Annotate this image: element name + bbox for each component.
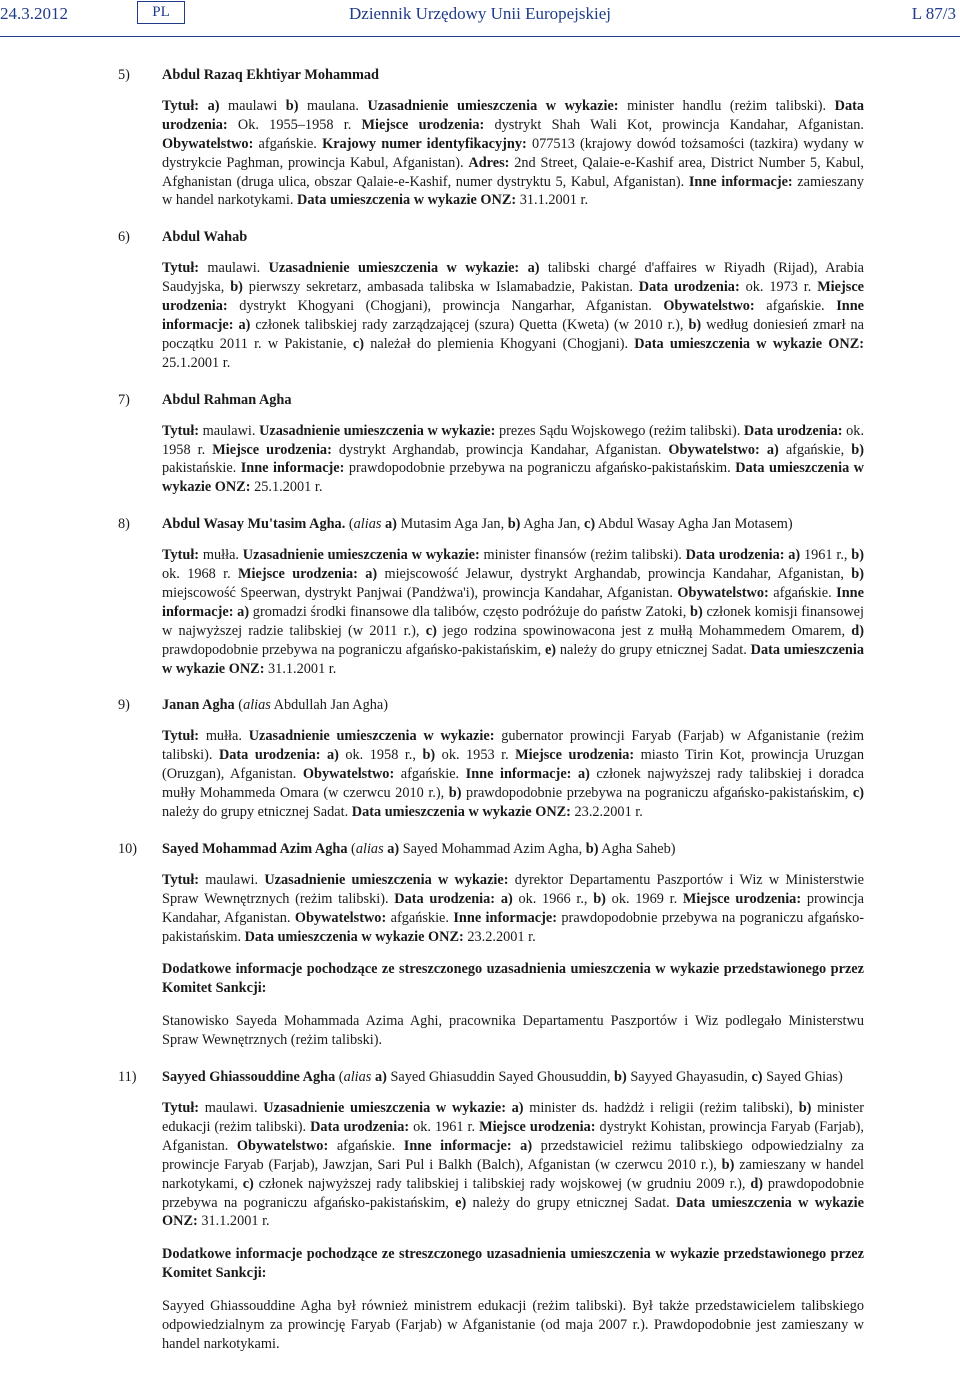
text-run: Obywatelstwo: xyxy=(162,135,254,152)
text-run: Agha Jan, xyxy=(520,516,584,533)
text-run: Tytuł: xyxy=(162,1099,200,1116)
text-run: 25.1.2001 r. xyxy=(250,479,323,496)
text-run: Obywatelstwo: xyxy=(302,766,395,783)
text-run: dystrykt Kohistan, prowincja Faryab (Farjab), Afganistan. xyxy=(162,1118,865,1154)
list-entry xyxy=(0,696,960,821)
text-run: Uzasadnienie umieszczenia w wykazie: a) xyxy=(263,1099,524,1116)
text-run: minister handlu (reżim talibski). xyxy=(618,97,835,114)
entry-name xyxy=(162,391,864,410)
text-run: ( xyxy=(345,516,354,533)
text-run: Data umieszczenia w wykazie ONZ: xyxy=(634,335,864,352)
entry-paragraph xyxy=(0,1297,960,1354)
text-run: maulawi. xyxy=(199,260,269,277)
text-run: Sayed Ghias) xyxy=(762,1069,843,1086)
text-run: jego rodzina spowinowacona jest z mułłą Mohammedem Omarem, xyxy=(436,622,852,639)
text-run: alias xyxy=(353,516,382,533)
text-run: Uzasadnienie umieszczenia w wykazie: xyxy=(264,871,509,888)
text-run: b) xyxy=(851,566,864,583)
entry-number: 11) xyxy=(118,1069,137,1086)
text-run: Dodatkowe informacje pochodzące ze streszczonego uzasadnienia umieszczenia w wykazie przedstawionego przez Komitet Sankcji: xyxy=(162,1246,864,1282)
text-run: afgańskie, xyxy=(778,441,852,458)
text-run: afgańskie. xyxy=(754,298,837,315)
text-run: ( xyxy=(347,840,356,857)
text-run: Abdul Rahman Agha xyxy=(162,391,292,408)
text-run: Adres: xyxy=(468,154,510,171)
text-run: miasto Tirin Kot, prowincja Uruzgan (Oruzgan), Afganistan. xyxy=(162,747,865,783)
text-run: maulawi. xyxy=(199,422,260,439)
text-run: b) xyxy=(593,890,606,907)
text-run: b) xyxy=(422,747,436,764)
text-run: afgańskie. xyxy=(768,584,837,601)
text-run: Uzasadnienie umieszczenia w wykazie: xyxy=(367,97,619,114)
document-body xyxy=(0,66,960,1372)
text-run: minister edukacji (reżim talibski). xyxy=(162,1099,865,1135)
entry-paragraph xyxy=(0,960,960,998)
text-run: b) xyxy=(448,785,462,802)
list-entry xyxy=(0,1068,960,1354)
text-run: Data umieszczenia w wykazie ONZ: xyxy=(351,804,571,820)
text-run: należał do plemienia Khogyani (Chogjani). xyxy=(364,335,635,352)
text-run: gromadzi środki finansowe dla talibów, często podróżuje do państw Zatoki, xyxy=(249,603,691,620)
text-run: a) xyxy=(385,516,397,533)
text-run: Miejsce urodzenia: a) xyxy=(238,566,378,583)
text-run: Obywatelstwo: xyxy=(677,584,769,601)
text-run: Data urodzenia: xyxy=(743,422,843,439)
text-run: Miejsce urodzenia: xyxy=(162,279,865,315)
entry-number: 5) xyxy=(118,67,130,83)
text-run: Uzasadnienie umieszczenia w wykazie: xyxy=(248,728,495,745)
text-run: maulana. xyxy=(298,97,368,114)
text-run: Data urodzenia: xyxy=(162,97,865,133)
publication-date: 24.3.2012 xyxy=(0,4,68,23)
text-run: minister ds. hadżdż i religii (reżim talibski), xyxy=(523,1099,799,1116)
text-run: Miejsce urodzenia: xyxy=(515,747,635,764)
text-run: b) xyxy=(851,441,864,458)
text-run: ok. 1969 r. xyxy=(605,890,683,907)
entry-title xyxy=(0,228,960,247)
header-rule xyxy=(0,36,960,37)
text-run: maulawi xyxy=(219,97,286,114)
text-run: Sayyed Ghiassouddine Agha był również ministrem edukacji (reżim talibski). Był także przedstawicielem talibskiego odpowiedzialnym za prowincję Faryab (Farjab) w Afganistanie (od maja 2007 r.). Prawdopodobnie jest zamieszany w handel narkotykami. xyxy=(162,1298,864,1352)
text-run: według doniesień zmarł na początku 2011 r. w Pakistanie, xyxy=(162,316,865,352)
text-run: Data umieszczenia w wykazie ONZ: xyxy=(162,1194,864,1230)
journal-title: Dziennik Urzędowy Unii Europejskiej xyxy=(349,4,612,23)
text-run: d) xyxy=(851,622,864,639)
text-run: Sayed Mohammad Azim Agha xyxy=(162,840,348,857)
text-run: członek najwyższej rady talibskiej i talibskiej rady wojskowej (w grudniu 2009 r.), xyxy=(253,1175,751,1192)
text-run: b) xyxy=(688,316,702,333)
text-run: 25.1.2001 r. xyxy=(162,354,231,371)
entry-title xyxy=(0,515,960,534)
text-run: Miejsce urodzenia: xyxy=(479,1118,596,1135)
text-run: Mutasim Aga Jan, xyxy=(396,516,508,533)
text-run: pierwszy sekretarz, ambasada talibska w Islamabadzie, Pakistan. xyxy=(242,279,639,296)
text-run: a) xyxy=(238,316,251,333)
text-run: 23.2.2001 r. xyxy=(570,804,643,820)
entry-paragraph xyxy=(0,546,960,678)
text-run: Stanowisko Sayeda Mohammada Azima Aghi, pracownika Departamentu Paszportów i Wiz podlegało Ministerstwu Spraw Wewnętrznych (reżim talibski). xyxy=(162,1013,864,1049)
text-run: należy do grupy etnicznej Sadat. xyxy=(556,641,751,658)
entry-name xyxy=(162,515,864,534)
text-run: Inne informacje: a) xyxy=(403,1137,533,1154)
entry-paragraph xyxy=(0,1099,960,1231)
text-run: Inne informacje: xyxy=(240,460,345,477)
text-run: Uzasadnienie umieszczenia w wykazie: xyxy=(242,547,480,564)
text-run: Tytuł: xyxy=(162,547,200,564)
text-run: Data umieszczenia w wykazie ONZ: xyxy=(297,192,517,209)
text-run: Sayyed Ghayasudin, xyxy=(626,1069,752,1086)
text-run: Data umieszczenia w wykazie ONZ: xyxy=(162,641,864,677)
text-run: zamieszany w handel narkotykami, xyxy=(162,1156,864,1192)
entry-paragraph xyxy=(0,422,960,498)
list-entry xyxy=(0,515,960,678)
text-run: c) xyxy=(583,516,596,533)
text-run: ok. 1961 r. xyxy=(409,1118,480,1135)
text-run: Miejsce urodzenia: xyxy=(212,441,332,458)
text-run: prawdopodobnie przebywa na pograniczu afgańsko-pakistańskim, xyxy=(162,1175,864,1211)
text-run: ok. 1968 r. xyxy=(162,566,239,583)
text-run: afgańskie. xyxy=(253,135,323,152)
entry-paragraph xyxy=(0,259,960,372)
text-run: afgańskie. xyxy=(386,909,454,926)
text-run: miejscowość Jelawur, dystrykt Arghandab, prowincja Kandahar, Afganistan, xyxy=(377,566,852,583)
text-run: d) xyxy=(750,1175,764,1192)
text-run: Data umieszczenia w wykazie ONZ: xyxy=(244,928,464,945)
text-run: Uzasadnienie umieszczenia w wykazie: xyxy=(259,422,496,439)
text-run: b) xyxy=(798,1099,812,1116)
text-run: Inne informacje: a) xyxy=(465,766,590,783)
text-run: alias xyxy=(355,840,384,857)
text-run: Tytuł: xyxy=(162,422,200,439)
text-run: a) xyxy=(500,890,513,907)
list-entry xyxy=(0,391,960,498)
text-run: 1961 r., xyxy=(800,547,852,564)
text-run: Janan Agha xyxy=(162,697,235,714)
text-run: należy do grupy etnicznej Sadat. xyxy=(466,1194,676,1211)
list-entry xyxy=(0,840,960,1050)
text-run: alias xyxy=(343,1069,372,1086)
text-run: b) xyxy=(690,603,703,620)
text-run: ok. 1958 r., xyxy=(338,747,423,764)
text-run: Agha Saheb) xyxy=(598,840,676,857)
text-run: ok. 1966 r., xyxy=(512,890,594,907)
entry-number: 8) xyxy=(118,516,130,533)
text-run: pakistańskie. xyxy=(162,460,241,477)
text-run: afgańskie. xyxy=(328,1137,404,1154)
text-run: maulawi. xyxy=(199,1099,264,1116)
entry-paragraph xyxy=(0,1245,960,1283)
text-run: członek talibskiej rady zarządzającej (szura) Quetta (Kweta) (w 2010 r.), xyxy=(250,316,689,333)
text-run: Tytuł: xyxy=(162,871,200,888)
entry-name xyxy=(162,228,864,247)
text-run: ok. 1958 r. xyxy=(162,422,865,458)
text-run: dystrykt Khogyani (Chogjani), prowincja Nangarhar, Afganistan. xyxy=(227,298,664,315)
text-run: dystrykt Arghandab, prowincja Kandahar, Afganistan. xyxy=(331,441,669,458)
text-run: minister finansów (reżim talibski). xyxy=(479,547,686,564)
text-run: e) xyxy=(455,1194,467,1211)
text-run: afgańskie. xyxy=(394,766,466,783)
text-run: Data urodzenia: xyxy=(394,890,496,907)
text-run: b) xyxy=(614,1069,627,1086)
text-run: ok. 1973 r. xyxy=(739,279,818,296)
list-entry xyxy=(0,228,960,372)
text-run: e) xyxy=(544,641,557,658)
entry-number: 6) xyxy=(118,229,130,246)
text-run xyxy=(760,442,767,458)
text-run: b) xyxy=(285,97,299,114)
text-run: 31.1.2001 r. xyxy=(516,192,589,209)
text-run: dyrektor Departamentu Paszportów i Wiz w Ministerstwie Spraw Wewnętrznych (reżim talibski). xyxy=(162,871,865,907)
text-run xyxy=(519,260,527,276)
text-run: Tytuł: xyxy=(162,728,200,745)
text-run: c) xyxy=(242,1175,254,1192)
text-run: Abdul Wasay Mu'tasim Agha. xyxy=(162,516,346,533)
text-run: c) xyxy=(352,335,365,352)
text-run: Uzasadnienie umieszczenia w wykazie: xyxy=(268,260,520,277)
text-run: prezes Sądu Wojskowego (reżim talibski). xyxy=(495,422,744,439)
text-run: b) xyxy=(851,547,864,564)
text-run: Abdul Wahab xyxy=(162,229,248,246)
text-run: a) xyxy=(374,1069,387,1086)
text-run: Miejsce urodzenia: xyxy=(682,890,802,907)
text-run: Inne informacje: xyxy=(162,298,864,333)
text-run: b) xyxy=(721,1156,735,1173)
text-run: Tytuł: a) xyxy=(162,97,220,114)
text-run: Obywatelstwo: xyxy=(294,909,387,926)
text-run: zamieszany w handel narkotykami. xyxy=(162,173,864,209)
entry-number: 9) xyxy=(118,697,130,714)
text-run: mułła. xyxy=(199,547,243,564)
list-entry xyxy=(0,66,960,210)
text-run: Dodatkowe informacje pochodzące ze streszczonego uzasadnienia umieszczenia w wykazie przedstawionego przez Komitet Sankcji: xyxy=(162,961,864,997)
text-run: ok. 1953 r. xyxy=(435,747,516,764)
text-run: Miejsce urodzenia: xyxy=(361,116,485,133)
text-run: Obywatelstwo: xyxy=(236,1137,329,1154)
text-run: 077513 (krajowy dowód tożsamości (tazkira) wydany w dystrykcie Paghman, prowincja Kabul, Afganistan). xyxy=(162,135,864,171)
text-run: Data urodzenia: a) xyxy=(685,547,801,564)
text-run: Abdul Razaq Ekhtiyar Mohammad xyxy=(162,67,380,83)
text-run: c) xyxy=(751,1069,763,1086)
text-run: Tytuł: xyxy=(162,260,200,277)
text-run: maulawi. xyxy=(199,871,265,888)
text-run: członek najwyższej rady talibskiej i doradca mułły Mohammeda Omara (w czerwcu 2010 r.), xyxy=(162,766,864,802)
text-run: Data umieszczenia w wykazie ONZ: xyxy=(162,460,864,496)
entry-title xyxy=(0,66,960,85)
text-run: a) xyxy=(527,260,540,277)
text-run: alias xyxy=(243,697,271,714)
text-run: prawdopodobnie przebywa na pograniczu afgańsko-pakistańskim. xyxy=(344,460,736,477)
text-run: 2nd Street, Qalaie-e-Kashif area, District Number 5, Kabul, Afghanistan (druga ulica, obszar Qalaie-e-Kashif, numer dystryktu 5, Kabul, Afganistan). xyxy=(162,154,864,190)
entry-title xyxy=(0,840,960,859)
language-badge: PL xyxy=(137,1,185,24)
text-run: mułła. xyxy=(199,728,249,745)
text-run: dystrykt Shah Wali Kot, prowincja Kandahar, Afganistan. xyxy=(484,116,864,133)
text-run: Sayed Ghiasuddin Sayed Ghousuddin, xyxy=(386,1069,615,1086)
entry-name xyxy=(162,840,864,859)
text-run: Sayyed Ghiassouddine Agha xyxy=(162,1069,336,1086)
entry-number: 7) xyxy=(118,391,130,408)
text-run: ( xyxy=(335,1069,344,1086)
entry-paragraph xyxy=(0,871,960,947)
entry-number: 10) xyxy=(118,840,138,857)
entry-name xyxy=(162,1068,864,1087)
text-run: 31.1.2001 r. xyxy=(197,1213,270,1230)
page-header xyxy=(0,0,960,36)
text-run: b) xyxy=(230,279,243,296)
text-run: ( xyxy=(234,697,244,714)
text-run: Data urodzenia: xyxy=(310,1118,410,1135)
text-run: Krajowy numer identyfikacyjny: xyxy=(322,135,527,152)
text-run: 23.2.2001 r. xyxy=(463,928,536,945)
entry-title xyxy=(0,696,960,715)
text-run: Data urodzenia: a) xyxy=(218,747,339,764)
text-run: b) xyxy=(585,840,599,857)
text-run: prawdopodobnie przebywa na pograniczu afgańsko-pakistańskim, xyxy=(162,641,545,658)
text-run: członek komisji finansowej w najwyższej radzie talibskiej (w 2011 r.), xyxy=(162,603,864,639)
text-run: należy do grupy etnicznej Sadat. xyxy=(162,804,352,820)
entry-name xyxy=(162,696,864,715)
text-run: miejscowość Speerwan, dystrykt Panjwai (Pandżwa'i), prowincja Kandahar, Afganistan. xyxy=(162,584,678,601)
entry-paragraph xyxy=(0,1012,960,1050)
text-run: gubernator prowincji Faryab (Farjab) w Afganistanie (reżim talibski). xyxy=(162,728,864,764)
text-run: Data urodzenia: xyxy=(638,279,740,296)
entry-paragraph xyxy=(0,97,960,210)
text-run: Sayed Mohammad Azim Agha, xyxy=(399,840,586,857)
text-run: 31.1.2001 r. xyxy=(264,660,337,677)
text-run: Abdullah Jan Agha) xyxy=(270,697,389,714)
text-run: c) xyxy=(852,785,865,802)
text-run: prowincja Kandahar, Afganistan. xyxy=(162,890,864,926)
text-run: c) xyxy=(425,622,437,639)
entry-paragraph xyxy=(0,727,960,822)
entry-name xyxy=(162,66,864,85)
text-run: talibski chargé d'affaires w Riyadh (Rijad), Arabia Saudyjska, xyxy=(162,260,865,296)
text-run: Ok. 1955–1958 r. xyxy=(227,116,362,133)
text-run: Obywatelstwo: xyxy=(663,298,755,315)
text-run: a) xyxy=(766,441,779,458)
page-reference: L 87/3 xyxy=(911,4,956,23)
text-run: prawdopodobnie przebywa na pograniczu afgańsko-pakistańskim. xyxy=(162,909,864,945)
text-run: przedstawiciel reżimu talibskiego odpowiedzialny za prowincje Faryab (Farjab), Jawzjan, Sari Pul i Balkh (Balch), Afganistan (w czerwcu 2010 r.), xyxy=(162,1137,864,1173)
text-run: Inne informacje: xyxy=(688,173,793,190)
text-run: a) xyxy=(387,840,400,857)
text-run: prawdopodobnie przebywa na pograniczu afgańsko-pakistańskim, xyxy=(461,785,853,802)
text-run: b) xyxy=(507,516,521,533)
text-run: Abdul Wasay Agha Jan Motasem) xyxy=(595,516,793,533)
text-run: Inne informacje: a) xyxy=(162,584,864,620)
text-run: Obywatelstwo: xyxy=(668,441,760,458)
entry-title xyxy=(0,391,960,410)
entry-title xyxy=(0,1068,960,1087)
text-run: Inne informacje: xyxy=(453,909,558,926)
